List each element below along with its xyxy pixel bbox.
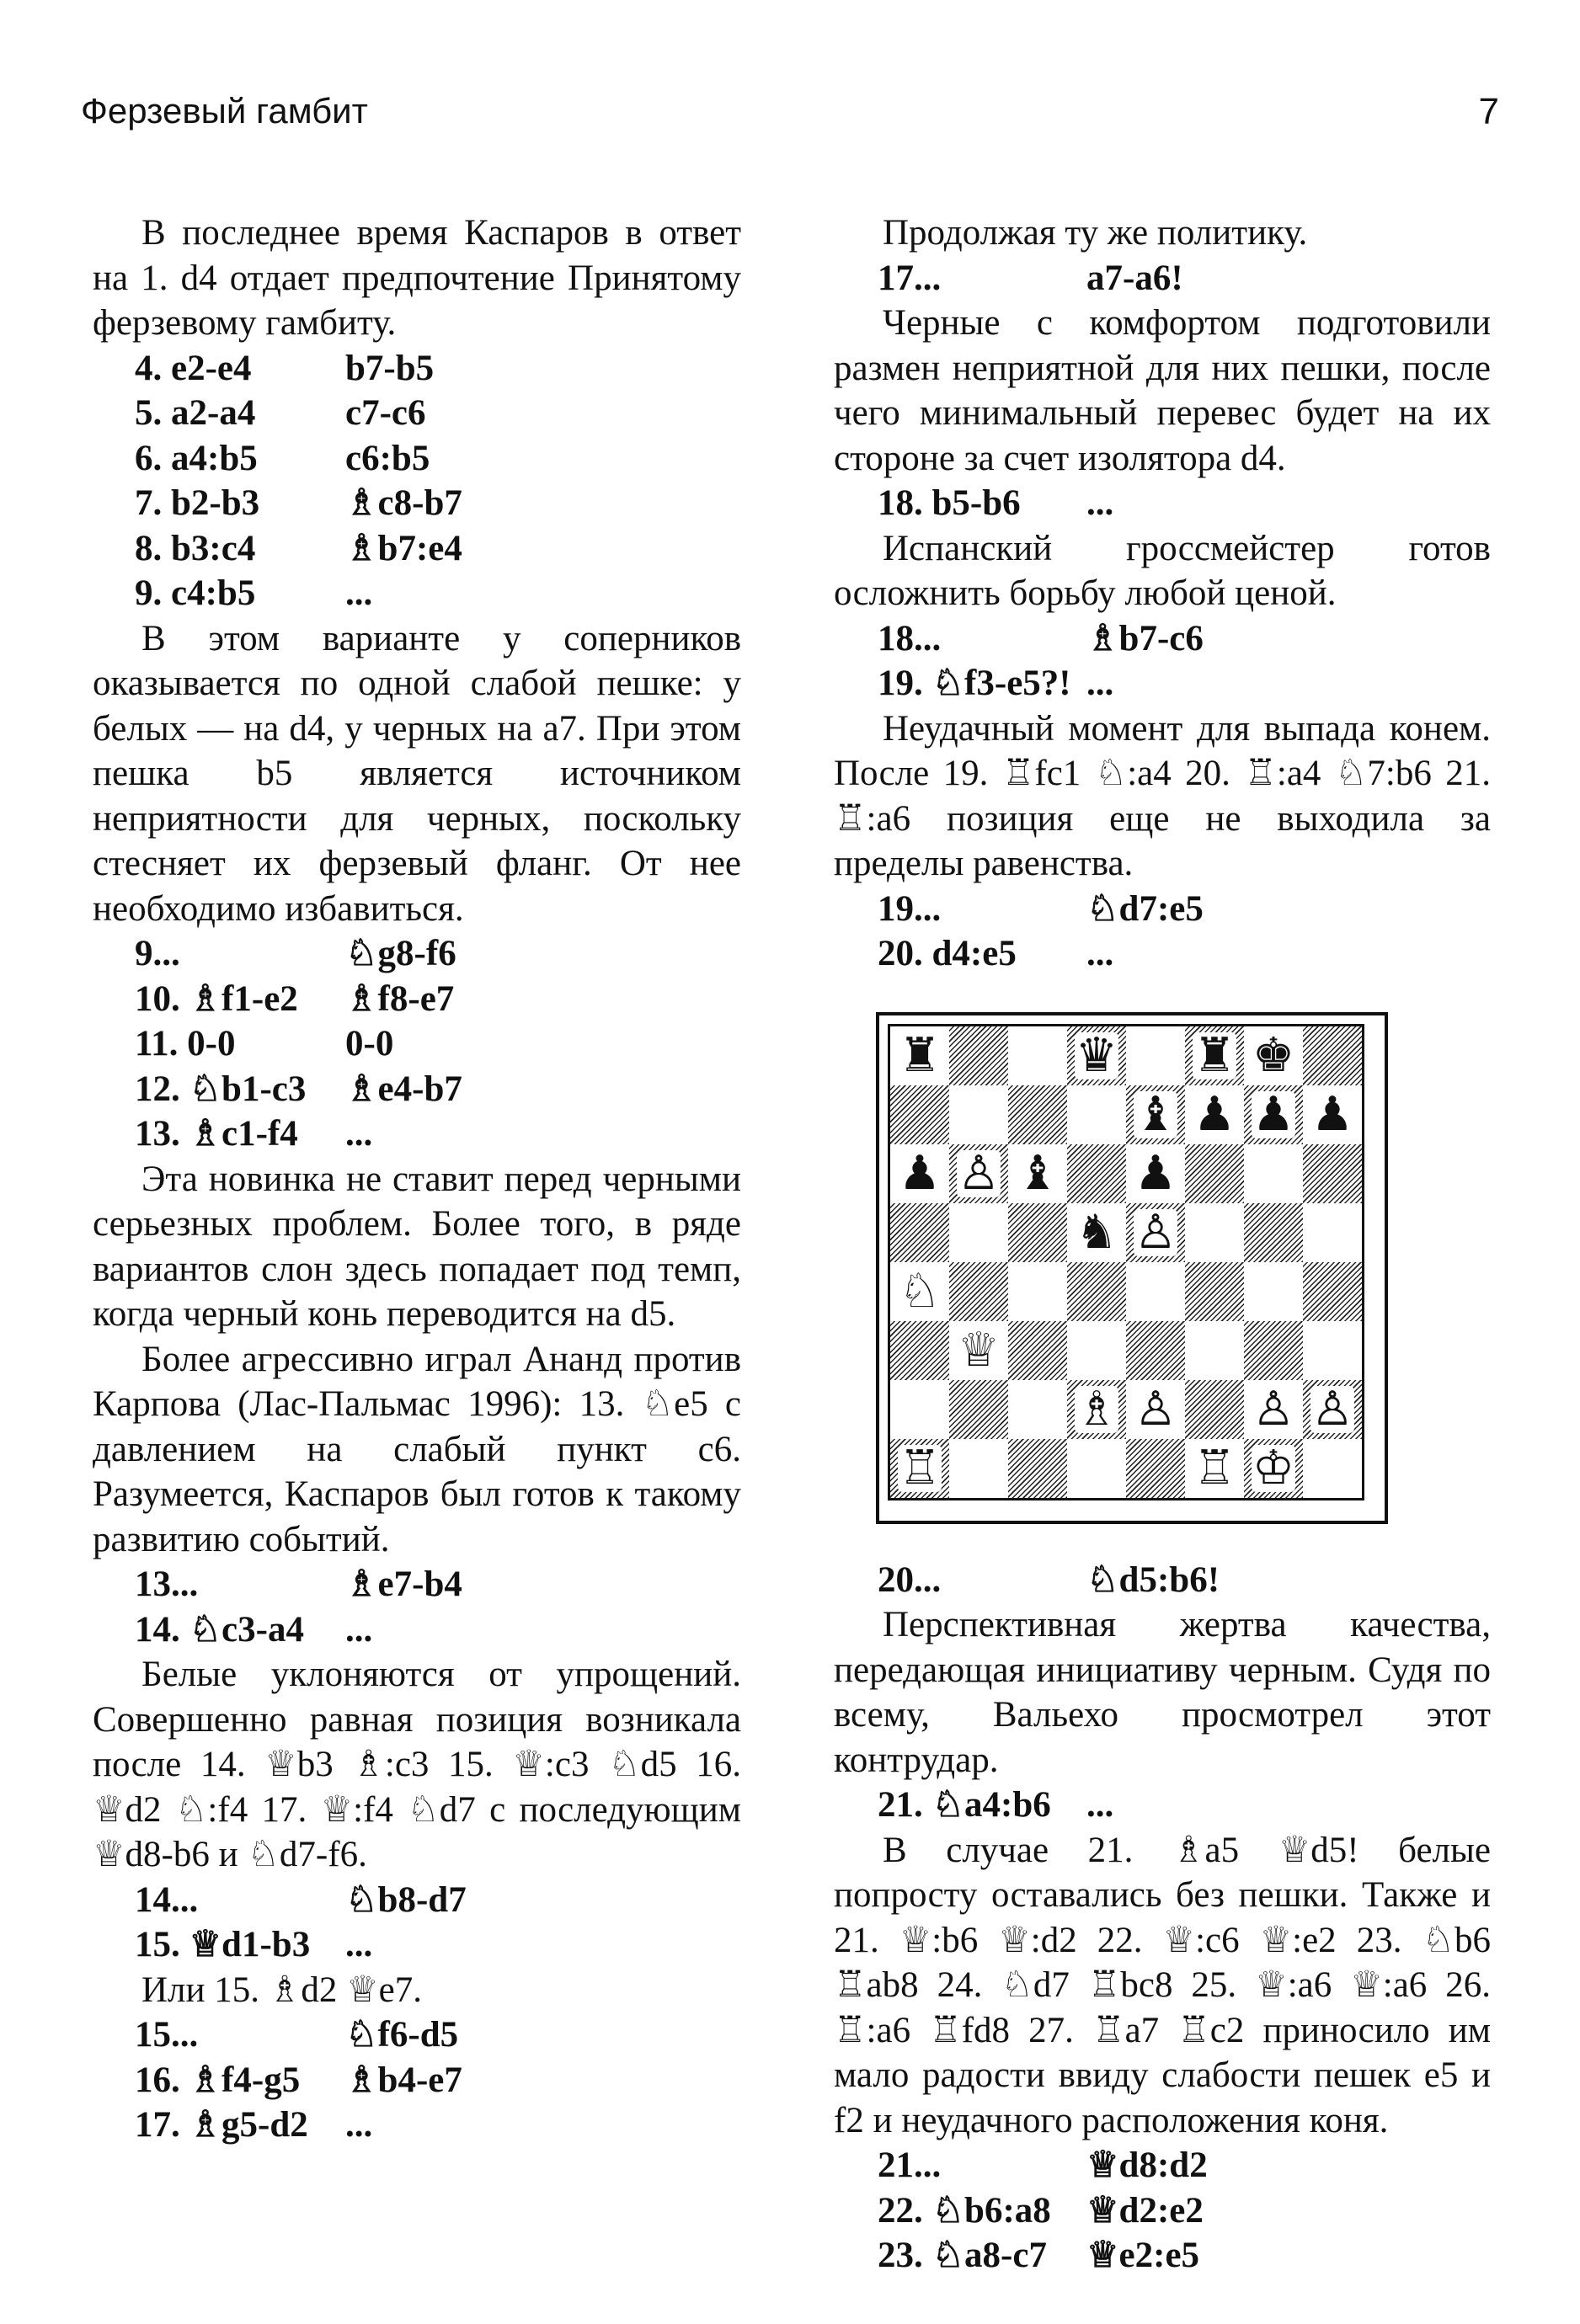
white-move: 17... (878, 258, 942, 298)
move-line (93, 436, 741, 482)
chess-piece-icon: ♖ (898, 1440, 942, 1495)
move-line (834, 481, 1491, 526)
white-move: 18. b5-b6 (878, 483, 1021, 523)
white-move: 21. ♘a4:b6 (878, 1785, 1051, 1825)
board-square (1303, 1085, 1362, 1144)
black-move: ♘d5:b6! (1086, 1559, 1220, 1600)
board-square (1303, 1203, 1362, 1262)
move-line (93, 571, 741, 616)
board-square (949, 1203, 1008, 1262)
black-move: ... (345, 1114, 373, 1154)
black-move: ♗b7:e4 (345, 528, 462, 568)
board-square (890, 1262, 949, 1321)
black-move: ... (1086, 664, 1114, 703)
black-move: ♗e4-b7 (345, 1069, 462, 1109)
board-square (1008, 1144, 1067, 1203)
board-square (890, 1439, 949, 1498)
white-move: 20. d4:e5 (878, 934, 1017, 973)
white-move: 10. ♗f1-e2 (135, 978, 298, 1019)
chess-piece-icon: ♙ (1252, 1381, 1295, 1437)
black-move: ... (345, 1925, 373, 1964)
white-move: 17. ♗g5-d2 (135, 2105, 308, 2145)
black-move: ... (345, 573, 373, 613)
board-square (1244, 1262, 1303, 1321)
move-line (93, 481, 741, 526)
board-square (1008, 1380, 1067, 1439)
board-square (1303, 1262, 1362, 1321)
board-square (1126, 1380, 1185, 1439)
white-move: 9. c4:b5 (135, 573, 256, 613)
black-move: ... (1086, 1785, 1114, 1825)
right-column-bottom (834, 1558, 1491, 2279)
move-line (93, 1607, 741, 1653)
board-square (890, 1144, 949, 1203)
move-line (834, 887, 1491, 932)
board-square (1126, 1203, 1185, 1262)
chess-piece-icon: ♙ (1134, 1381, 1177, 1437)
board-square (1185, 1026, 1244, 1085)
white-move: 7. b2-b3 (135, 483, 260, 523)
white-move: 14... (135, 1879, 199, 1920)
chessboard (888, 1024, 1364, 1500)
chess-piece-icon: ♗ (1075, 1381, 1118, 1437)
move-line (834, 616, 1491, 662)
white-move: 8. b3:c4 (135, 528, 256, 568)
black-move: ♕d8:d2 (1086, 2145, 1208, 2185)
board-square (949, 1085, 1008, 1144)
chess-piece-icon: ♜ (898, 1027, 942, 1083)
white-move: 18... (878, 618, 942, 658)
board-square (949, 1439, 1008, 1498)
white-move: 13... (135, 1564, 199, 1604)
black-move: c7-c6 (345, 393, 426, 433)
board-square (1303, 1026, 1362, 1085)
move-line (834, 2188, 1491, 2234)
board-square (1244, 1439, 1303, 1498)
chess-piece-icon: ♛ (1075, 1027, 1118, 1083)
board-square (1008, 1321, 1067, 1380)
move-line (834, 931, 1491, 977)
board-square (1126, 1026, 1185, 1085)
white-move: 22. ♘b6:a8 (878, 2190, 1051, 2231)
board-square (1126, 1439, 1185, 1498)
white-move: 14. ♘c3-a4 (135, 1609, 304, 1650)
board-square (949, 1144, 1008, 1203)
board-square (1244, 1380, 1303, 1439)
move-line (93, 526, 741, 572)
board-square (890, 1026, 949, 1085)
chess-piece-icon: ♙ (957, 1145, 1001, 1201)
move-line (93, 1878, 741, 1923)
chess-piece-icon: ♜ (1193, 1027, 1236, 1083)
white-move: 21... (878, 2145, 942, 2185)
paragraph: Белые уклоняются от упрощений. Совершенно равная позиция возникала после 14. ♕b3 ♗:c3 15. ♕:c3 ♘d5 16. ♕d2 ♘:f4 17. ♕:f4 ♘d7 с последующим ♕d8-b6 и ♘d7-f6. (93, 1655, 741, 1874)
black-move: c6:b5 (345, 438, 430, 478)
running-title: Ферзевый гамбит (81, 91, 368, 131)
chess-piece-icon: ♟ (1193, 1086, 1236, 1142)
black-move: ... (1086, 483, 1114, 523)
board-square (1185, 1439, 1244, 1498)
white-move: 11. 0-0 (135, 1024, 236, 1063)
black-move: ... (1086, 934, 1114, 973)
white-move: 16. ♗f4-g5 (135, 2060, 301, 2100)
chess-piece-icon: ♙ (1134, 1204, 1177, 1260)
black-move: ♘g8-f6 (345, 934, 456, 973)
move-line (834, 1783, 1491, 1828)
black-move: ♗f8-e7 (345, 978, 455, 1019)
white-move: 19... (878, 888, 942, 929)
board-square (1185, 1321, 1244, 1380)
board-square (1244, 1085, 1303, 1144)
move-line (93, 2058, 741, 2103)
board-square (1303, 1380, 1362, 1439)
move-line (93, 2103, 741, 2148)
board-square (1067, 1085, 1126, 1144)
black-move: ♕d2:e2 (1086, 2190, 1204, 2231)
black-move: ♗b7-c6 (1086, 618, 1204, 658)
board-square (1244, 1203, 1303, 1262)
chess-piece-icon: ♔ (1252, 1440, 1295, 1495)
white-move: 4. e2-e4 (135, 348, 252, 388)
black-move: ♘f6-d5 (345, 2015, 459, 2055)
black-move: ♗b4-e7 (345, 2060, 462, 2100)
black-move: ♗c8-b7 (345, 483, 462, 523)
board-square (949, 1380, 1008, 1439)
board-square (1008, 1203, 1067, 1262)
board-square (1244, 1321, 1303, 1380)
move-line (834, 256, 1491, 301)
black-move: ♗e7-b4 (345, 1564, 462, 1604)
move-line (834, 661, 1491, 706)
white-move: 19. ♘f3-e5?! (878, 664, 1071, 703)
chess-piece-icon: ♞ (1075, 1204, 1118, 1260)
move-line (93, 1111, 741, 1157)
board-square (949, 1321, 1008, 1380)
paragraph: Эта новинка не ставит перед черными серьезных проблем. Более того, в ряде вариантов слон здесь попадает под темп, когда черный конь переводится на d5. (93, 1159, 741, 1334)
board-square (1067, 1380, 1126, 1439)
black-move: a7-a6! (1086, 258, 1183, 298)
white-move: 23. ♘a8-c7 (878, 2236, 1047, 2275)
move-line (93, 346, 741, 392)
paragraph: Более агрессивно играл Ананд против Карпова (Лас-Пальмас 1996): 13. ♘e5 с давлением на слабый пункт c6. Разумеется, Каспаров был готов к такому развитию событий. (93, 1339, 741, 1559)
board-square (949, 1262, 1008, 1321)
board-square (890, 1203, 949, 1262)
page-header (81, 91, 1499, 141)
board-square (1008, 1439, 1067, 1498)
chess-piece-icon: ♟ (1134, 1145, 1177, 1201)
board-square (1067, 1144, 1126, 1203)
left-column (93, 211, 741, 2148)
board-square (1067, 1203, 1126, 1262)
page-number: 7 (1478, 91, 1499, 132)
paragraph: Продолжая ту же политику. (883, 213, 1308, 253)
black-move: ♘b8-d7 (345, 1879, 467, 1920)
paragraph: В случае 21. ♗a5 ♕d5! белые попросту оставались без пешки. Также и 21. ♕:b6 ♕:d2 22. ♕:c6 ♕:e2 23. ♘b6 ♖ab8 24. ♘d7 ♖bc8 25. ♕:a6 ♕:a6 26. ♖:a6 ♖fd8 27. ♖a7 ♖c2 приносило им мало радости ввиду слабости пешек e5 и f2 и неудачного расположения коня. (834, 1830, 1491, 2140)
move-line (834, 2143, 1491, 2188)
board-square (1244, 1144, 1303, 1203)
chess-piece-icon: ♕ (957, 1322, 1001, 1378)
board-square (1008, 1262, 1067, 1321)
board-square (1126, 1321, 1185, 1380)
chess-piece-icon: ♙ (1310, 1381, 1354, 1437)
white-move: 15... (135, 2015, 199, 2055)
black-move: 0-0 (345, 1024, 394, 1063)
board-square (890, 1085, 949, 1144)
chess-diagram (876, 1012, 1388, 1524)
board-square (890, 1380, 949, 1439)
board-square (1126, 1144, 1185, 1203)
white-move: 9... (135, 934, 180, 973)
right-column (834, 211, 1491, 2279)
board-square (890, 1321, 949, 1380)
move-line (834, 2233, 1491, 2279)
white-move: 13. ♗c1-f4 (135, 1114, 298, 1154)
board-square (1067, 1439, 1126, 1498)
board-square (1126, 1262, 1185, 1321)
board-square (1185, 1203, 1244, 1262)
chess-piece-icon: ♟ (898, 1145, 942, 1201)
board-square (1008, 1085, 1067, 1144)
board-square (1067, 1026, 1126, 1085)
move-line (834, 1558, 1491, 1603)
board-square (1185, 1085, 1244, 1144)
paragraph: Неудачный момент для выпада конем. После 19. ♖fc1 ♘:a4 20. ♖:a4 ♘7:b6 21. ♖:a6 позиция еще не выходила за пределы равенства. (834, 708, 1491, 883)
white-move: 12. ♘b1-c3 (135, 1069, 307, 1109)
chess-piece-icon: ♚ (1252, 1027, 1295, 1083)
move-line (93, 391, 741, 436)
board-square (1185, 1144, 1244, 1203)
board-square (1067, 1321, 1126, 1380)
paragraph: В последнее время Каспаров в ответ на 1. d4 отдает предпочтение Принятому ферзевому гамбиту. (93, 213, 741, 343)
paragraph: Черные с комфортом подготовили размен неприятной для них пешки, после чего минимальный перевес будет на их стороне за счет изолятора d4. (834, 303, 1491, 478)
move-line (93, 2012, 741, 2058)
white-move: 15. ♕d1-b3 (135, 1925, 311, 1964)
move-line (93, 1067, 741, 1112)
paragraph: Или 15. ♗d2 ♕e7. (141, 1970, 422, 2010)
chess-piece-icon: ♝ (1134, 1086, 1177, 1142)
move-line (93, 1922, 741, 1968)
board-square (1008, 1026, 1067, 1085)
move-line (93, 931, 741, 977)
chess-piece-icon: ♝ (1016, 1145, 1060, 1201)
black-move: ... (345, 1609, 373, 1650)
board-square (1303, 1439, 1362, 1498)
white-move: 5. a2-a4 (135, 393, 256, 433)
black-move: ♕e2:e5 (1086, 2236, 1200, 2275)
board-square (1185, 1262, 1244, 1321)
paragraph: Перспективная жертва качества, передающая инициативу черным. Судя по всему, Вальехо просмотрел этот контрудар. (834, 1605, 1491, 1780)
board-square (1067, 1262, 1126, 1321)
board-square (1126, 1085, 1185, 1144)
black-move: ♘d7:e5 (1086, 888, 1204, 929)
board-square (1303, 1144, 1362, 1203)
white-move: 20... (878, 1559, 942, 1600)
chess-piece-icon: ♘ (898, 1263, 942, 1319)
move-line (93, 1021, 741, 1067)
right-column-top (834, 211, 1491, 977)
white-move: 6. a4:b5 (135, 438, 258, 478)
move-line (93, 977, 741, 1022)
board-square (949, 1026, 1008, 1085)
chess-piece-icon: ♟ (1310, 1086, 1354, 1142)
paragraph: Испанский гроссмейстер готов осложнить борьбу любой ценой. (834, 528, 1491, 613)
board-square (1303, 1321, 1362, 1380)
board-square (1244, 1026, 1303, 1085)
black-move: ... (345, 2105, 373, 2145)
move-line (93, 1562, 741, 1607)
paragraph: В этом варианте у соперников оказывается по одной слабой пешке: у белых — на d4, у черных на a7. При этом пешка b5 является источником неприятности для черных, поскольку стесняет их ферзевый фланг. От нее необходимо избавиться. (93, 618, 741, 929)
board-square (1185, 1380, 1244, 1439)
chess-piece-icon: ♖ (1193, 1440, 1236, 1495)
black-move: b7-b5 (345, 348, 435, 388)
chess-piece-icon: ♟ (1252, 1086, 1295, 1142)
